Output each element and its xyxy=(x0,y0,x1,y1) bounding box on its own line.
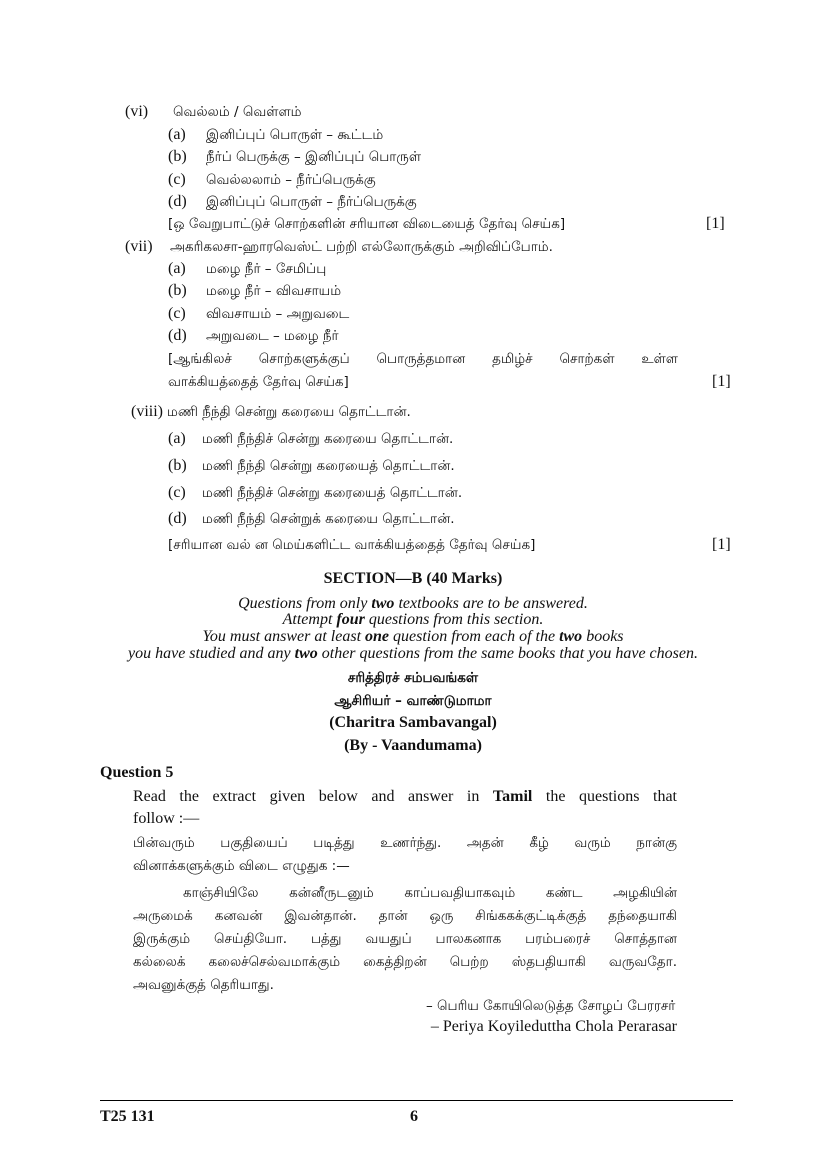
extract-line-1: காஞ்சியிலே கன்னீருடனும் காப்பவதியாகவும் கண்ட அழகியின் xyxy=(183,885,677,901)
question-5-heading: Question 5 xyxy=(100,764,174,781)
footer-paper-code: T25 131 xyxy=(100,1108,155,1125)
q6-option-a-label: (a) xyxy=(168,126,186,143)
question-5-tamil-instruction-line2: வினாக்களுக்கும் விடை எழுதுக :— xyxy=(133,858,350,874)
q8-option-c: மணி நீந்திச் சென்று கரையைத் தொட்டான். xyxy=(202,485,463,501)
extract-line-5: அவனுக்குத் தெரியாது. xyxy=(133,977,274,993)
q8-marks: [1] xyxy=(712,536,731,553)
q6-option-b: நீர்ப் பெருக்கு – இனிப்புப் பொருள் xyxy=(206,149,421,165)
q7-option-c-label: (c) xyxy=(168,305,186,322)
q8-instruction: [சரியான வல் ன மெய்களிட்ட வாக்கியத்தைத் தேர்வு செய்க] xyxy=(168,537,536,553)
q6-option-c: வெல்லலாம் – நீர்ப்பெருக்கு xyxy=(206,172,376,188)
q7-marks: [1] xyxy=(712,373,731,390)
q6-option-c-label: (c) xyxy=(168,171,186,188)
section-instruction-2: Attempt four questions from this section. xyxy=(282,611,544,628)
q8-option-b-label: (b) xyxy=(168,457,187,474)
section-instruction-1: Questions from only two textbooks are to be answered. xyxy=(238,595,588,612)
extract-line-4: கல்லைக் கலைச்செல்வமாக்கும் கைத்திறன் பெற்ற ஸ்தபதியாகி வருவதோ. xyxy=(133,954,677,970)
q8-option-c-label: (c) xyxy=(168,484,186,501)
q8-option-d-label: (d) xyxy=(168,510,187,527)
q7-option-b: மழை நீர் – விவசாயம் xyxy=(206,283,342,299)
q7-option-d-label: (d) xyxy=(168,327,187,344)
q8-option-a-label: (a) xyxy=(168,430,186,447)
q7-instruction-line2: வாக்கியத்தைத் தேர்வு செய்க] xyxy=(168,374,349,390)
section-instruction-3: You must answer at least one question from each of the two books xyxy=(202,628,624,645)
q7-option-b-label: (b) xyxy=(168,282,187,299)
q8-stem: மணி நீந்தி சென்று கரையை தொட்டான். xyxy=(167,404,411,420)
q6-option-d: இனிப்புப் பொருள் – நீர்ப்பெருக்கு xyxy=(206,194,417,210)
q7-instruction-line1: [ஆங்கிலச் சொற்களுக்குப் பொருத்தமான தமிழ்ச் சொற்கள் உள்ள xyxy=(168,351,678,367)
q8-option-a: மணி நீந்திச் சென்று கரையை தொட்டான். xyxy=(202,431,454,447)
q7-number: (vii) xyxy=(125,238,153,255)
section-title: SECTION—B (40 Marks) xyxy=(323,570,503,587)
q6-instruction: [ஒ வேறுபாட்டுச் சொற்களின் சரியான விடையைத் தேர்வு செய்க] xyxy=(168,216,566,232)
book-title-tamil: சரித்திரச் சம்பவங்கள் xyxy=(347,670,479,686)
extract-line-3: இருக்கும் செய்தியோ. பத்து வயதுப் பாலகனாக பரம்பரைச் சொத்தான xyxy=(133,931,677,947)
q7-stem: அகரிகலசா-ஹாரவெஸ்ட் பற்றி எல்லோருக்கும் அறிவிப்போம். xyxy=(170,239,553,255)
q6-stem: வெல்லம் / வெள்ளம் xyxy=(173,104,302,120)
q8-number: (viii) xyxy=(131,403,163,420)
q8-option-b: மணி நீந்தி சென்று கரையைத் தொட்டான். xyxy=(202,458,455,474)
question-5-tamil-instruction-line1: பின்வரும் பகுதியைப் படித்து உணர்ந்து. அதன் கீழ் வரும் நான்கு xyxy=(133,835,677,851)
extract-source-tamil: – பெரிய கோயிலெடுத்த சோழப் பேரரசா் xyxy=(425,998,677,1014)
q7-option-a-label: (a) xyxy=(168,260,186,277)
q7-option-c: விவசாயம் – அறுவடை xyxy=(206,306,350,322)
footer-page-number: 6 xyxy=(410,1108,418,1125)
q6-marks: [1] xyxy=(706,215,725,232)
section-instruction-4: you have studied and any two other questions from the same books that you have chosen. xyxy=(128,645,698,662)
extract-source-english: – Periya Koyileduttha Chola Perarasar xyxy=(430,1018,677,1035)
q7-option-a: மழை நீர் – சேமிப்பு xyxy=(206,261,327,277)
book-title-english: (Charitra Sambavangal) xyxy=(329,714,497,731)
book-author-tamil: ஆசிரியர் – வாண்டுமாமா xyxy=(334,693,492,709)
question-5-instruction-line2: follow :— xyxy=(133,810,200,827)
q6-option-b-label: (b) xyxy=(168,148,187,165)
q6-number: (vi) xyxy=(125,103,149,120)
extract-line-2: அருமைக் கனவன் இவன்தான். தான் ஒரு சிங்ககக்குட்டிக்குத் தந்தையாகி xyxy=(133,908,677,924)
q6-option-d-label: (d) xyxy=(168,193,187,210)
footer-rule xyxy=(100,1100,733,1101)
q8-option-d: மணி நீந்தி சென்றுக் கரையை தொட்டான். xyxy=(202,511,455,527)
question-5-instruction-line1: Read the extract given below and answer in Tamil the questions that xyxy=(133,788,678,805)
book-author-english: (By - Vaandumama) xyxy=(344,737,482,754)
q6-option-a: இனிப்புப் பொருள் – கூட்டம் xyxy=(206,127,384,143)
q7-option-d: அறுவடை – மழை நீர் xyxy=(206,328,339,344)
